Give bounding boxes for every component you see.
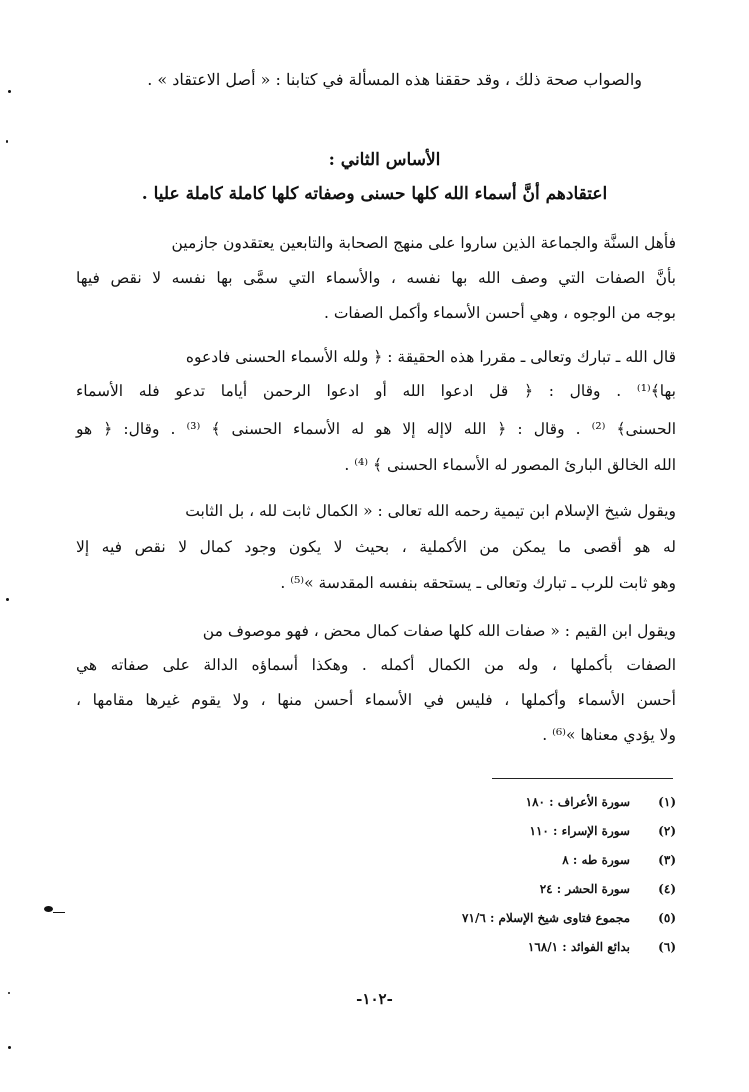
scan-speck — [8, 1046, 11, 1049]
paragraph-2-line-1: قال الله ـ تبارك وتعالى ـ مقررا هذه الحقيقة : ﴿ ولله الأسماء الحسنى فادعوه — [185, 348, 676, 366]
footnote-1-text: سورة الأعراف : ١٨٠ — [525, 795, 630, 809]
page-number: -١٠٢- — [356, 990, 393, 1008]
paragraph-1-line-3: بوجه من الوجوه ، وهي أحسن الأسماء وأكمل الصفات . — [323, 304, 676, 322]
footnote-1-number: (١) — [658, 795, 676, 809]
paragraph-2-line-2: بها﴾⁽¹⁾ . وقال : ﴿ قل ادعوا الله أو ادعوا الرحمن أياما تدعو فله الأسماء — [76, 382, 676, 400]
paragraph-1-line-1: فأهل السنَّة والجماعة الذين ساروا على منهج الصحابة والتابعين يعتقدون جازمين — [171, 234, 676, 252]
footnote-2 — [530, 821, 676, 841]
footnote-4-number: (٤) — [658, 882, 676, 896]
section-subtitle: اعتقادهم أنَّ أسماء الله كلها حسنى وصفاته كلها كاملة كاملة عليا . — [141, 184, 608, 204]
footnote-6-number: (٦) — [658, 940, 676, 954]
paragraph-3-line-1: ويقول شيخ الإسلام ابن تيمية رحمه الله تعالى : « الكمال ثابت لله ، بل الثابت — [185, 502, 676, 520]
paragraph-2-line-3: الحسنى﴾ ⁽²⁾ . وقال : ﴿ الله لاإله إلا هو له الأسماء الحسنى ﴾ ⁽³⁾ . وقال: ﴿ هو — [76, 420, 676, 438]
footnote-6 — [528, 937, 676, 957]
footnote-4-text: سورة الحشر : ٢٤ — [539, 882, 630, 896]
footnote-5-text: مجموع فتاوى شيخ الإسلام : ٧١/٦ — [462, 911, 630, 925]
scan-speck — [6, 140, 8, 143]
paragraph-1-line-2: بأنَّ الصفات التي وصف الله بها نفسه ، والأسماء التي سمَّى بها نفسه لا نقص فيها — [76, 269, 676, 287]
scan-speck — [44, 906, 53, 912]
top-line: والصواب صحة ذلك ، وقد حققنا هذه المسألة في كتابنا : « أصل الاعتقاد » . — [147, 70, 642, 89]
footnote-3-number: (٣) — [658, 853, 676, 867]
footnote-2-text: سورة الإسراء : ١١٠ — [529, 824, 630, 838]
footnote-3-text: سورة طه : ٨ — [562, 853, 630, 867]
footnote-6-text: بدائع الفوائد : ١٦٨/١ — [527, 940, 630, 954]
footnote-2-number: (٢) — [658, 824, 676, 838]
scan-speck — [8, 992, 10, 994]
footnote-5-number: (٥) — [658, 911, 676, 925]
scan-speck — [8, 90, 11, 93]
paragraph-3-line-2: له هو أقصى ما يمكن من الأكملية ، بحيث لا يكون وجود كمال لا نقص فيه إلا — [76, 538, 676, 556]
paragraph-2-line-4: الله الخالق البارئ المصور له الأسماء الحسنى ﴾ ⁽⁴⁾ . — [344, 456, 676, 474]
paragraph-4-line-1: ويقول ابن القيم : « صفات الله كلها صفات كمال محض ، فهو موصوف من — [202, 622, 676, 640]
footnote-3 — [562, 850, 676, 870]
footnote-1 — [526, 792, 676, 812]
scan-speck — [6, 598, 9, 601]
paragraph-4-line-2: الصفات بأكملها ، وله من الكمال أكمله . وهكذا أسماؤه الدالة على صفاته هي — [76, 656, 676, 674]
footnote-5 — [462, 908, 676, 928]
section-title: الأساس الثاني : — [328, 150, 441, 170]
scan-speck — [53, 912, 65, 913]
footnote-4 — [540, 879, 676, 899]
paragraph-4-line-4: ولا يؤدي معناها »⁽⁶⁾ . — [542, 726, 676, 744]
footnote-separator — [492, 778, 673, 779]
paragraph-4-line-3: أحسن الأسماء وأكملها ، فليس في الأسماء أحسن منها ، ولا يقوم غيرها مقامها ، — [76, 691, 676, 709]
paragraph-3-line-3: وهو ثابت للرب ـ تبارك وتعالى ـ يستحقه بنفسه المقدسة »⁽⁵⁾ . — [280, 574, 676, 592]
